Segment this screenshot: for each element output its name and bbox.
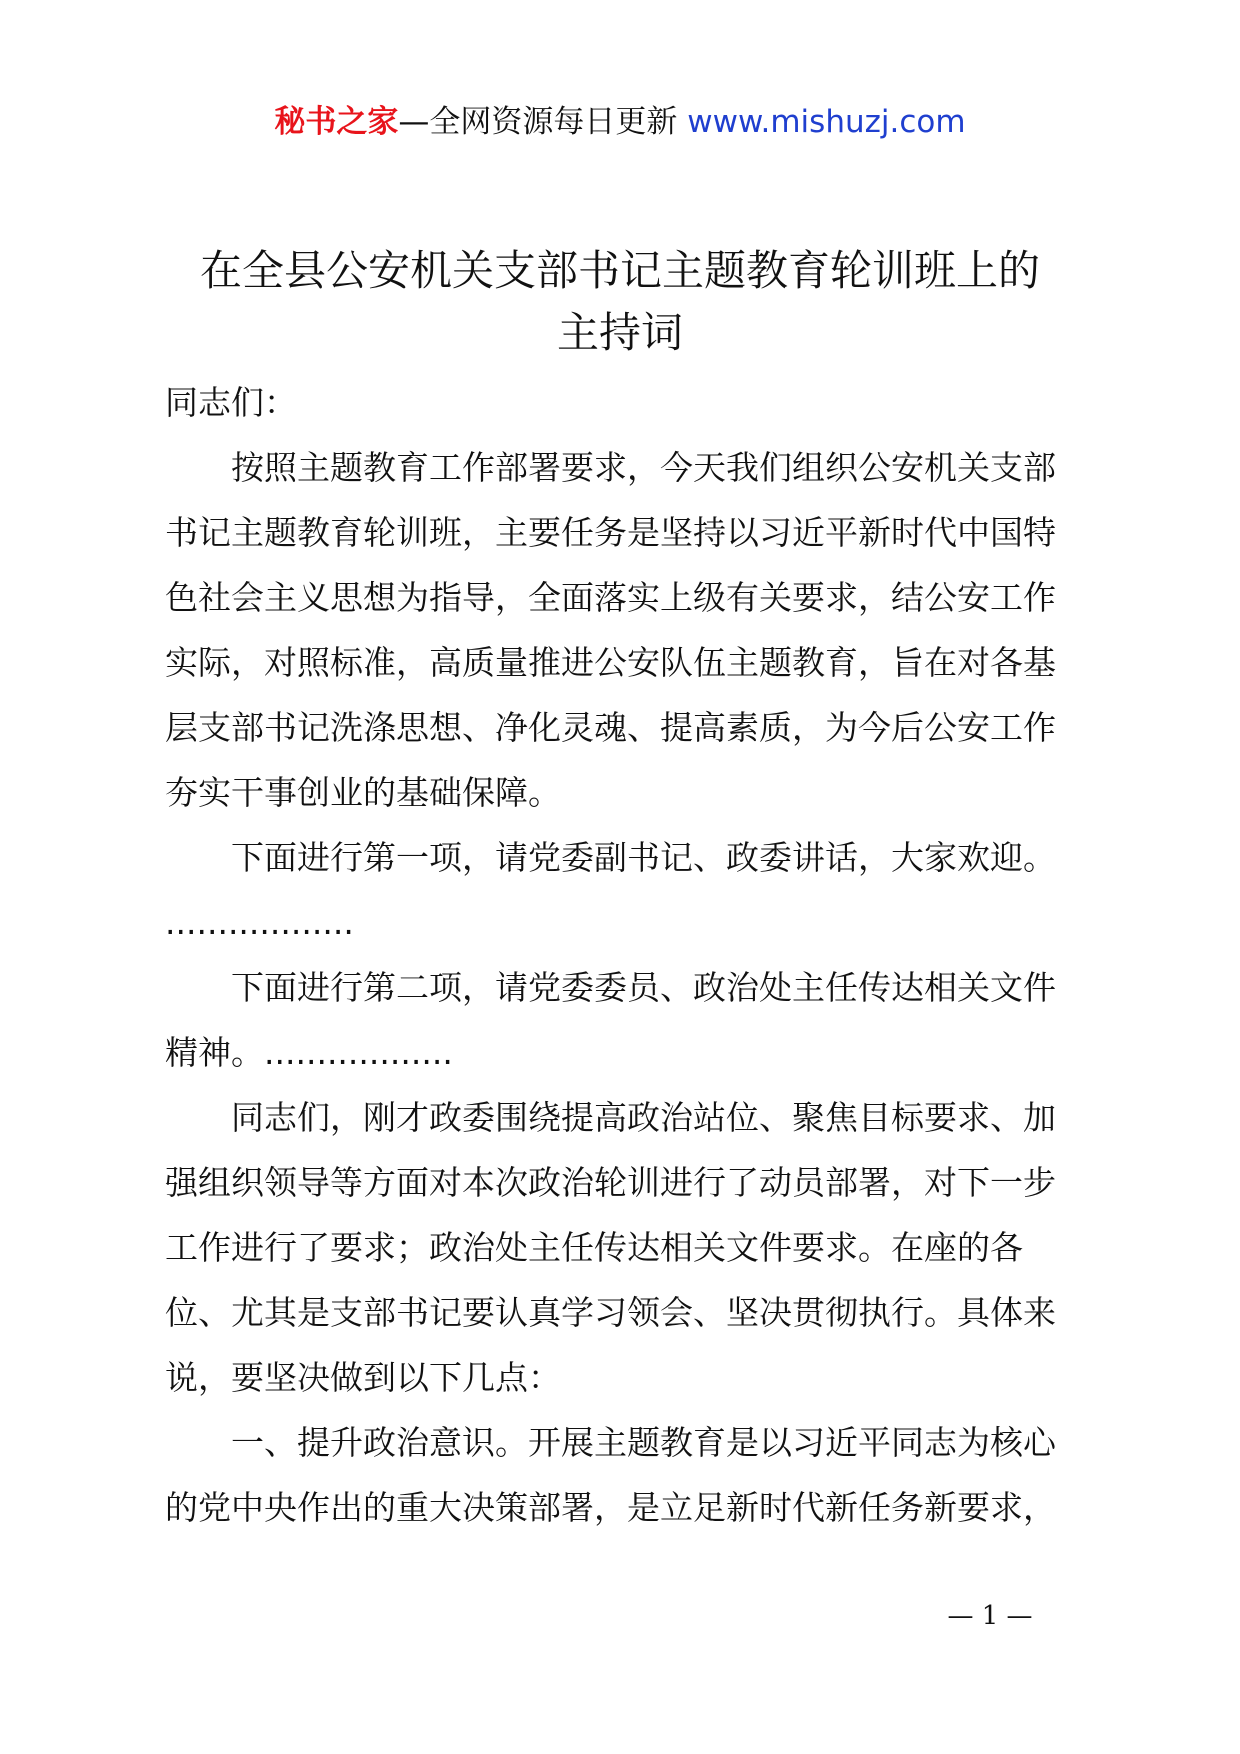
site-header [0, 100, 1240, 144]
paragraph-summary: 同志们，刚才政委围绕提高政治站位、聚焦目标要求、加强组织领导等方面对本次政治轮训进行了动员部署，对下一步工作进行了要求；政治处主任传达相关文件要求。在座的各位、尤其是支部书记要认真学习领会、坚决贯彻执行。具体来说，要坚决做到以下几点： [165, 1098, 1056, 1397]
paragraph-intro: 按照主题教育工作部署要求，今天我们组织公安机关支部书记主题教育轮训班，主要任务是坚持以习近平新时代中国特色社会主义思想为指导，全面落实上级有关要求，结公安工作实际，对照标准，高质量推进公安队伍主题教育，旨在对各基层支部书记洗涤思想、净化灵魂、提高素质，为今后公安工作夯实干事创业的基础保障。 [165, 448, 1056, 812]
title-line-2: 主持词 [556, 308, 683, 357]
site-brand: 秘书之家 [274, 104, 399, 140]
salutation: 同志们： [165, 383, 297, 422]
ellipsis-line: .................. [165, 903, 354, 942]
document-body [165, 370, 1085, 1540]
title-line-1: 在全县公安机关支部书记主题教育轮训班上的 [199, 246, 1040, 295]
paragraph-item-two: 下面进行第二项，请党委委员、政治处主任传达相关文件精神。.................. [165, 968, 1056, 1072]
document-title [130, 240, 1110, 364]
site-tagline: —全网资源每日更新 [398, 104, 678, 140]
site-url[interactable]: www.mishuzj.com [687, 104, 966, 140]
page-number: — 1 — [947, 1601, 1033, 1631]
paragraph-item-one: 下面进行第一项，请党委副书记、政委讲话，大家欢迎。 [231, 838, 1056, 877]
paragraph-point-one: 一、提升政治意识。开展主题教育是以习近平同志为核心的党中央作出的重大决策部署，是立足新时代新任务新要求， [165, 1423, 1056, 1527]
